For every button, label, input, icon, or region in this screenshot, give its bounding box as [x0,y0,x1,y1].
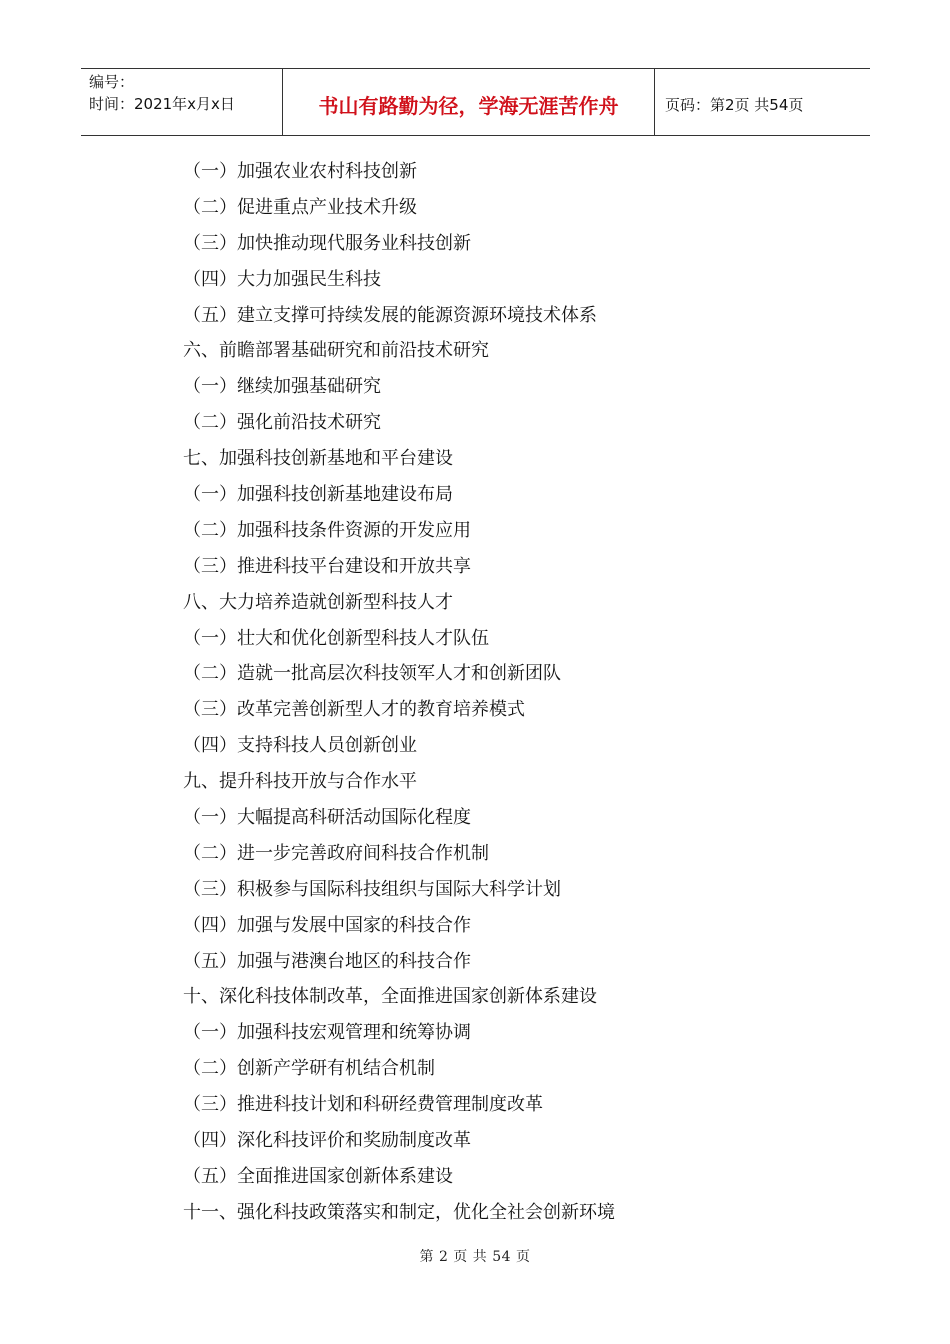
toc-subsection-item: （五）全面推进国家创新体系建设 [183,1165,453,1187]
toc-subsection-item: （三）加快推动现代服务业科技创新 [183,232,471,254]
page-footer: 第 2 页 共 54 页 [419,1249,531,1265]
toc-subsection-item: （三）推进科技计划和科研经费管理制度改革 [183,1094,543,1116]
toc-section-heading: 九、提升科技开放与合作水平 [183,771,417,793]
toc-subsection-item: （一）壮大和优化创新型科技人才队伍 [183,627,489,649]
toc-subsection-item: （二）强化前沿技术研究 [183,412,381,434]
toc-subsection-item: （四）深化科技评价和奖励制度改革 [183,1130,471,1152]
header-meta [81,69,283,135]
toc-subsection-item: （二）创新产学研有机结合机制 [183,1058,435,1080]
toc-subsection-item: （二）加强科技条件资源的开发应用 [183,519,471,541]
header-motto: 书山有路勤为径，学海无涯苦作舟 [283,69,655,135]
toc-subsection-item: （一）加强科技宏观管理和统筹协调 [183,1022,471,1044]
toc-subsection-item: （四）支持科技人员创新创业 [183,735,417,757]
toc-section-heading: 十、深化科技体制改革，全面推进国家创新体系建设 [183,986,597,1008]
toc-section-heading: 八、大力培养造就创新型科技人才 [183,591,453,613]
toc-subsection-item: （二）促进重点产业技术升级 [183,196,417,218]
toc-subsection-item: （二）进一步完善政府间科技合作机制 [183,842,489,864]
toc-subsection-item: （三）推进科技平台建设和开放共享 [183,555,471,577]
toc-subsection-item: （二）造就一批高层次科技领军人才和创新团队 [183,663,561,685]
toc-subsection-item: （一）继续加强基础研究 [183,376,381,398]
table-of-contents [0,154,950,1231]
page-header [81,68,870,136]
toc-subsection-item: （三）积极参与国际科技组织与国际大科学计划 [183,878,561,900]
toc-subsection-item: （三）改革完善创新型人才的教育培养模式 [183,699,525,721]
toc-section-heading: 十一、强化科技政策落实和制定，优化全社会创新环境 [183,1201,615,1223]
toc-subsection-item: （四）大力加强民生科技 [183,268,381,290]
toc-subsection-item: （五）加强与港澳台地区的科技合作 [183,950,471,972]
toc-subsection-item: （一）加强农业农村科技创新 [183,161,417,182]
toc-subsection-item: （四）加强与发展中国家的科技合作 [183,914,471,936]
toc-section-heading: 六、前瞻部署基础研究和前沿技术研究 [183,340,489,362]
toc-subsection-item: （五）建立支撑可持续发展的能源资源环境技术体系 [183,304,597,326]
document-time-label: 时间：2021年x月x日 [89,95,235,113]
document-number-label: 编号： [89,73,135,91]
toc-section-heading: 七、加强科技创新基地和平台建设 [183,448,453,470]
header-page-info: 页码：第2页 共54页 [665,95,804,114]
toc-subsection-item: （一）加强科技创新基地建设布局 [183,484,453,506]
toc-subsection-item: （一）大幅提高科研活动国际化程度 [183,807,471,829]
